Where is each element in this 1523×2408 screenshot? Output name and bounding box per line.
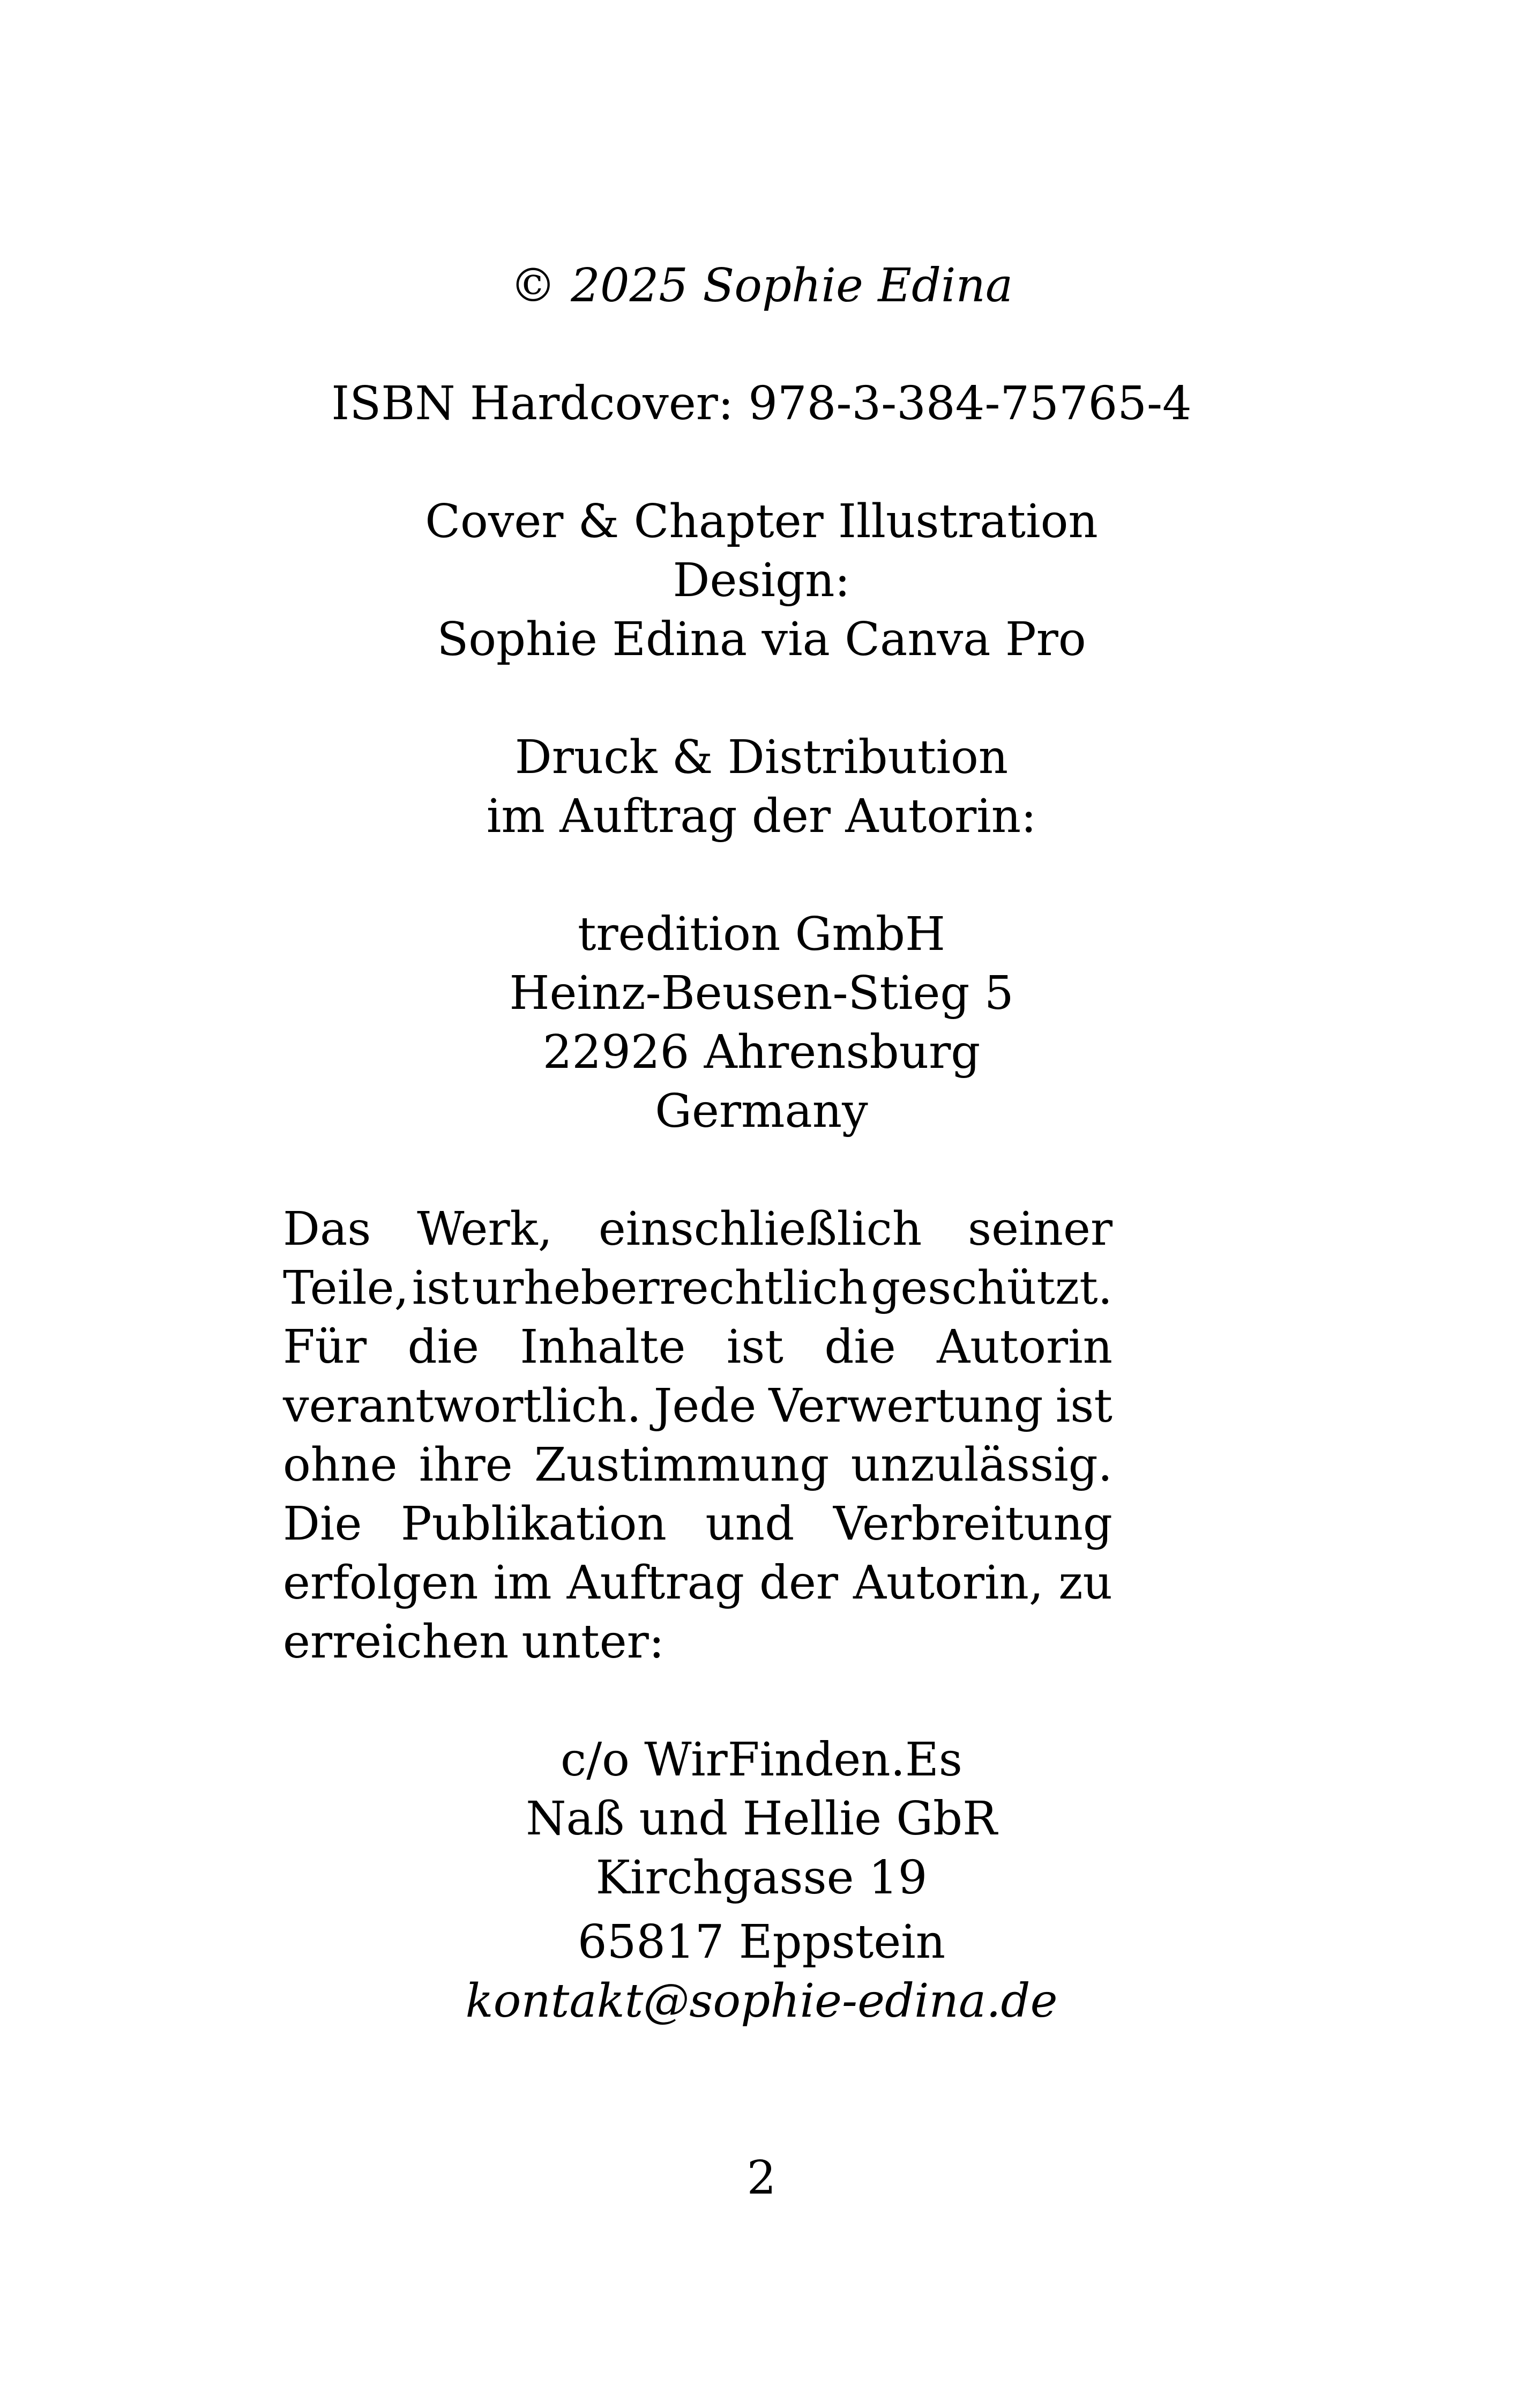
legal-notice-line xyxy=(283,1495,1113,1554)
word: erfolgen xyxy=(283,1556,479,1610)
contact-line-4: 65817 Eppstein xyxy=(577,1915,946,1969)
publisher-city: 22926 Ahrensburg xyxy=(542,1025,981,1079)
word-space xyxy=(509,1612,521,1671)
contact-line-3: Kirchgasse 19 xyxy=(595,1851,928,1905)
email-link[interactable]: kontakt@sophie-edina.de xyxy=(465,1974,1058,2028)
word: ihre xyxy=(419,1438,513,1492)
legal-notice-line xyxy=(283,1436,1113,1495)
copyright-line: © 2025 Sophie Edina xyxy=(510,259,1013,313)
cover-credit-line-3: Sophie Edina via Canva Pro xyxy=(437,613,1086,666)
legal-notice-line xyxy=(283,1612,1113,1671)
word: unter: xyxy=(521,1615,665,1669)
legal-notice-line xyxy=(283,1200,1113,1259)
publisher-name: tredition GmbH xyxy=(578,908,945,961)
contact-line-1: c/o WirFinden.Es xyxy=(561,1733,962,1787)
word: Für xyxy=(283,1320,367,1374)
legal-notice-line xyxy=(283,1377,1113,1436)
word: Auftrag xyxy=(566,1556,744,1610)
word: Verbreitung xyxy=(833,1497,1113,1551)
word: Autorin xyxy=(937,1320,1113,1374)
word: ohne xyxy=(283,1438,398,1492)
word: Teile, xyxy=(283,1261,409,1315)
word: die xyxy=(824,1320,896,1374)
contact-email xyxy=(0,1972,1523,2031)
word: ist xyxy=(412,1261,469,1315)
isbn-line: ISBN Hardcover: 978-3-384-75765-4 xyxy=(331,377,1192,430)
word: geschützt. xyxy=(871,1261,1113,1315)
page-number: 2 xyxy=(746,2151,777,2205)
word: im xyxy=(493,1556,552,1610)
word: unzulässig. xyxy=(850,1438,1113,1492)
publisher-country: Germany xyxy=(655,1084,868,1138)
cover-credit-line-1: Cover & Chapter Illustration xyxy=(425,495,1098,548)
word: ist xyxy=(726,1320,783,1374)
legal-notice-line xyxy=(283,1554,1113,1612)
word: der xyxy=(759,1556,838,1610)
word: einschließlich xyxy=(598,1202,922,1256)
legal-notice-line xyxy=(283,1259,1113,1318)
word: Werk, xyxy=(417,1202,553,1256)
word: erreichen xyxy=(283,1615,509,1669)
cover-credit-line-2: Design: xyxy=(673,554,850,607)
word: Verwertung xyxy=(768,1379,1043,1433)
publisher-street: Heinz-Beusen-Stieg 5 xyxy=(509,967,1014,1020)
word: Zustimmung xyxy=(534,1438,830,1492)
word: Jede xyxy=(653,1379,757,1433)
distribution-line-1: Druck & Distribution xyxy=(514,731,1009,784)
distribution-line-2: im Auftrag der Autorin: xyxy=(486,790,1037,843)
word: die xyxy=(407,1320,479,1374)
word: ist xyxy=(1055,1379,1113,1433)
legal-notice-line xyxy=(283,1318,1113,1377)
word: Inhalte xyxy=(520,1320,686,1374)
word: Das xyxy=(283,1202,371,1256)
word: Die xyxy=(283,1497,362,1551)
word: Publikation xyxy=(400,1497,667,1551)
word: Autorin, xyxy=(853,1556,1044,1610)
contact-line-2: Naß und Hellie GbR xyxy=(526,1792,997,1846)
word: und xyxy=(705,1497,795,1551)
word: verantwortlich. xyxy=(283,1379,641,1433)
word: seiner xyxy=(968,1202,1113,1256)
word: zu xyxy=(1058,1556,1113,1610)
word: urheberrechtlich xyxy=(472,1261,868,1315)
